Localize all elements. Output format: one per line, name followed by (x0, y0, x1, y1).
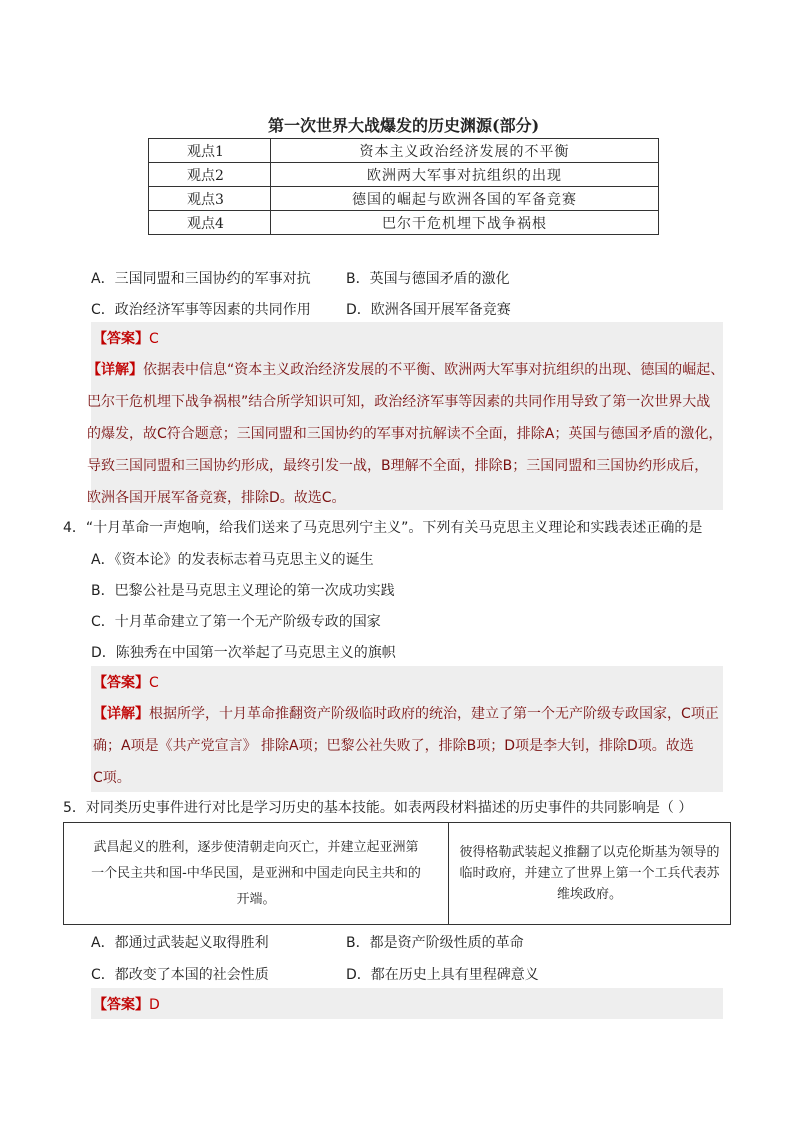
row-text: 资本主义政治经济发展的不平衡 (271, 139, 659, 163)
row-label: 观点1 (149, 139, 271, 163)
q4-option-b: B．巴黎公社是马克思主义理论的第一次成功实践 (91, 583, 395, 599)
q3-answer-box (87, 322, 725, 510)
table-title: 第一次世界大战爆发的历史渊源(部分) (268, 116, 540, 135)
table-row (149, 163, 659, 187)
q4-answer (91, 666, 723, 698)
row-text: 巴尔干危机埋下战争祸根 (271, 211, 659, 235)
row-label: 观点2 (149, 163, 271, 187)
q5-answer (91, 988, 723, 1019)
q5-option-a: A．都通过武装起义取得胜利 (91, 935, 269, 951)
material-table (63, 822, 731, 925)
table-row (149, 187, 659, 211)
row-text: 欧洲两大军事对抗组织的出现 (271, 163, 659, 187)
material-line: 彼得格勒武装起义推翻了以克伦斯基为领导的 (459, 845, 720, 860)
q3-answer (91, 322, 723, 354)
row-label: 观点3 (149, 187, 271, 211)
material-right (449, 823, 731, 925)
detail-label: 【详解】 (93, 706, 149, 722)
q3-option-b: B．英国与德国矛盾的激化 (346, 271, 510, 287)
row-text: 德国的崛起与欧洲各国的军备竞赛 (271, 187, 659, 211)
q4-option-d: D．陈独秀在中国第一次举起了马克思主义的旗帜 (91, 645, 396, 661)
q5-answer-box (91, 988, 723, 1019)
q4-detail (91, 698, 723, 794)
table-row (149, 211, 659, 235)
material-line: 临时政府，并建立了世界上第一个工兵代表苏 (459, 866, 720, 881)
q4-answer-box (91, 666, 723, 792)
answer-value: C (149, 675, 159, 691)
row-label: 观点4 (149, 211, 271, 235)
q5-option-b: B．都是资产阶级性质的革命 (346, 935, 524, 951)
detail-line: 欧洲各国开展军备竞赛，排除D。故选C。 (87, 490, 346, 506)
detail-line (93, 698, 721, 730)
answer-label: 【答案】 (93, 675, 149, 691)
q5-stem: 5．对同类历史事件进行对比是学习历史的基本技能。如表两段材料描述的历史事件的共同影响是（ ） (63, 800, 693, 816)
material-left (64, 823, 449, 925)
answer-value: D (149, 997, 160, 1013)
answer-value: C (149, 331, 159, 347)
q3-option-c: C．政治经济军事等因素的共同作用 (91, 302, 311, 318)
table-row (149, 139, 659, 163)
viewpoint-table (148, 138, 659, 235)
detail-text: 根据所学，十月革命推翻资产阶级临时政府的统治，建立了第一个无产阶级专政国家，C项正 (149, 706, 719, 722)
q3-option-a: A．三国同盟和三国协约的军事对抗 (91, 271, 311, 287)
q4-option-a: A．《资本论》的发表标志着马克思主义的诞生 (91, 552, 374, 568)
detail-line (87, 354, 737, 386)
q5-option-c: C．都改变了本国的社会性质 (91, 967, 269, 983)
q3-option-d: D．欧洲各国开展军备竞赛 (346, 302, 511, 318)
material-line: 维埃政府。 (556, 887, 622, 902)
detail-line: 确；A项是《共产党宣言》 排除A项；巴黎公社失败了，排除B项；D项是李大钊，排除D项。故选 (93, 738, 694, 754)
detail-line: 导致三国同盟和三国协约形成，最终引发一战，B理解不全面，排除B；三国同盟和三国协约形成后， (87, 458, 709, 474)
answer-label: 【答案】 (93, 997, 149, 1013)
q4-stem: 4．“十月革命一声炮响，给我们送来了马克思列宁主义”。下列有关马克思主义理论和实践表述正确的是 (63, 520, 703, 536)
detail-line: C项。 (93, 770, 131, 786)
table-row (64, 823, 731, 925)
answer-label: 【答案】 (93, 331, 149, 347)
q5-option-d: D．都在历史上具有里程碑意义 (346, 967, 539, 983)
detail-text: 依据表中信息“资本主义政治经济发展的不平衡、欧洲两大军事对抗组织的出现、德国的崛起、 (143, 362, 725, 378)
material-line: 开端。 (236, 891, 276, 907)
material-line: 一个民主共和国-中华民国，是亚洲和中国走向民主共和的 (91, 865, 421, 881)
detail-label: 【详解】 (87, 362, 143, 378)
material-line: 武昌起义的胜利，逐步使清朝走向灭亡，并建立起亚洲第 (93, 839, 419, 855)
detail-line: 巴尔干危机埋下战争祸根”结合所学知识可知，政治经济军事等因素的共同作用导致了第一次世界大战 (87, 394, 711, 410)
q3-detail (85, 354, 739, 514)
detail-line: 的爆发，故C符合题意；三国同盟和三国协约的军事对抗解读不全面，排除A；英国与德国矛盾的激化， (87, 426, 723, 442)
q4-option-c: C．十月革命建立了第一个无产阶级专政的国家 (91, 614, 381, 630)
